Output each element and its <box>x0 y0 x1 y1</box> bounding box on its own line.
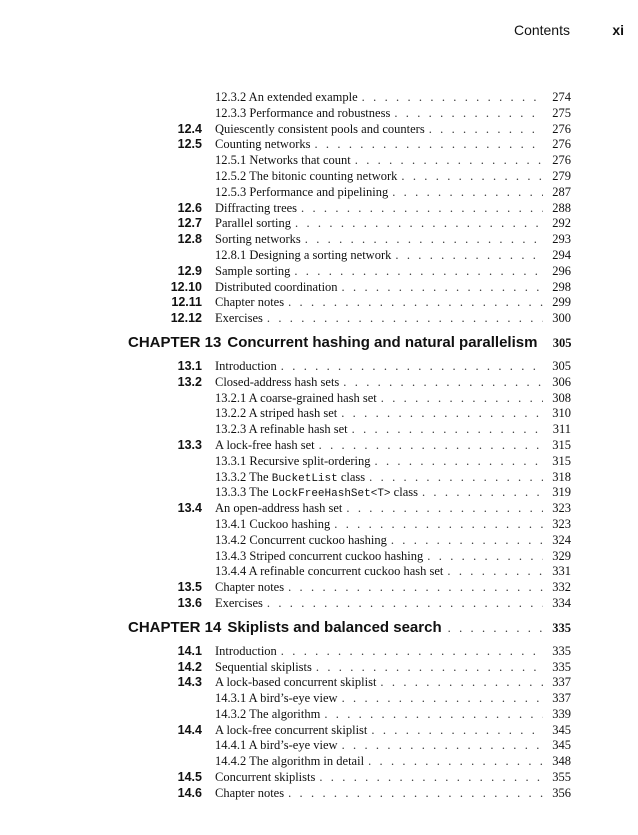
entry-title: Chapter notes <box>215 580 285 595</box>
toc-entry-line <box>215 659 571 675</box>
entry-page-number: 329 <box>552 548 571 563</box>
dot-leader <box>334 516 543 532</box>
section-number: 14.5 <box>177 770 202 785</box>
entry-title: 12.3.2 An extended example <box>215 90 358 104</box>
entry-page-number: 355 <box>552 770 571 785</box>
entry-page-number: 287 <box>552 184 571 199</box>
running-head <box>0 22 638 42</box>
toc-entry-line <box>215 548 571 564</box>
entry-page-number: 339 <box>552 706 571 721</box>
dot-leader <box>305 231 543 247</box>
section-number: 12.6 <box>177 200 202 215</box>
section-number: 12.10 <box>170 279 202 294</box>
dot-leader <box>368 753 543 769</box>
entry-title: A lock-free hash set <box>215 437 315 452</box>
entry-title: 13.2.1 A coarse-grained hash set <box>215 390 377 405</box>
toc-entry-line <box>215 516 571 532</box>
entry-page-number: 276 <box>552 137 571 152</box>
entry-page-number: 335 <box>552 643 571 658</box>
dot-leader <box>314 136 543 152</box>
toc-entry-line <box>215 421 571 437</box>
chapter-heading-14[interactable] <box>0 619 638 641</box>
dot-leader <box>281 358 543 374</box>
running-head-title: Contents <box>513 22 570 38</box>
entry-page-number: 356 <box>552 785 571 800</box>
entry-page-number: 315 <box>552 437 571 452</box>
toc-entry-line <box>215 753 571 769</box>
entry-page-number: 315 <box>552 453 571 468</box>
toc-entry-line <box>215 579 571 595</box>
toc-section-entry[interactable] <box>0 121 638 137</box>
dot-leader <box>341 405 543 421</box>
entry-page-number: 323 <box>552 516 571 531</box>
entry-page-number: 308 <box>552 390 571 405</box>
entry-page-number: 298 <box>552 279 571 294</box>
entry-title: Chapter notes <box>215 295 285 310</box>
toc-entry-line <box>215 358 571 374</box>
toc-section-entry[interactable] <box>0 722 638 738</box>
toc-section-entry[interactable] <box>0 674 638 690</box>
entry-title: Chapter notes <box>215 785 285 800</box>
toc-section-entry[interactable] <box>0 310 638 326</box>
toc-entry-line <box>215 231 571 247</box>
entry-page-number: 294 <box>552 247 571 262</box>
entry-title: Counting networks <box>215 137 311 152</box>
section-number: 12.11 <box>171 295 202 310</box>
toc-subsection-entry[interactable] <box>0 548 638 564</box>
toc-entry-line <box>215 532 571 548</box>
dot-leader <box>342 690 543 706</box>
dot-leader <box>316 659 543 675</box>
entry-title: Sequential skiplists <box>215 659 312 674</box>
entry-title: 14.3.1 A bird’s-eye view <box>215 691 338 706</box>
entry-page-number: 324 <box>552 532 571 547</box>
toc-subsection-entry[interactable] <box>0 706 638 722</box>
dot-leader <box>362 89 543 105</box>
entry-title: A lock-free concurrent skiplist <box>215 722 368 737</box>
toc-section-entry[interactable] <box>0 358 638 374</box>
toc-entry-line <box>215 706 571 722</box>
dot-leader <box>295 215 543 231</box>
entry-title: Parallel sorting <box>215 216 292 231</box>
toc-entry-line <box>215 310 571 326</box>
toc-entry-line <box>215 89 571 105</box>
entry-page-number: 332 <box>552 580 571 595</box>
entry-title-prefix: 13.3.2 The <box>215 469 272 484</box>
entry-title: Quiescently consistent pools and counters <box>215 121 425 136</box>
dot-leader <box>394 105 543 121</box>
dot-leader <box>319 437 543 453</box>
toc-entry-line <box>215 168 571 184</box>
dot-leader <box>355 152 543 168</box>
toc-entry-line <box>215 769 571 785</box>
section-number: 12.9 <box>177 263 202 278</box>
toc-entry-line <box>215 643 571 659</box>
toc-section-entry[interactable] <box>0 215 638 231</box>
toc-entry-line <box>215 390 571 406</box>
dot-leader <box>369 469 543 485</box>
toc-section-entry[interactable] <box>0 659 638 675</box>
dot-leader <box>324 706 543 722</box>
entry-page-number: 311 <box>552 422 571 437</box>
entry-page-number: 300 <box>552 311 571 326</box>
toc-entry-line <box>215 595 571 611</box>
toc-entry-line <box>215 247 571 263</box>
entry-page-number: 318 <box>552 469 571 484</box>
toc-subsection-entry[interactable] <box>0 737 638 753</box>
entry-page-number: 279 <box>552 168 571 183</box>
entry-title: 13.2.2 A striped hash set <box>215 406 338 421</box>
dot-leader <box>380 674 543 690</box>
entry-title: 13.3.1 Recursive split-ordering <box>215 453 371 468</box>
entry-title: Exercises <box>215 311 263 326</box>
entry-title: Sorting networks <box>215 232 301 247</box>
toc-entry-line <box>215 279 571 295</box>
entry-title: An open-address hash set <box>215 501 343 516</box>
toc-entry-line <box>215 690 571 706</box>
dot-leader <box>429 121 543 137</box>
section-number: 13.1 <box>177 358 202 373</box>
section-number: 13.2 <box>177 374 202 389</box>
entry-page-number: 306 <box>552 374 571 389</box>
entry-page-number: 274 <box>552 90 571 104</box>
toc-subsection-entry[interactable] <box>0 405 638 421</box>
entry-page-number: 348 <box>552 754 571 769</box>
toc-subsection-entry[interactable] <box>0 484 638 500</box>
entry-title-code: BucketList <box>271 472 338 485</box>
dot-leader <box>352 421 543 437</box>
section-number: 13.3 <box>177 437 202 452</box>
dot-leader <box>343 374 543 390</box>
entry-title: 12.3.3 Performance and robustness <box>215 105 391 120</box>
entry-page-number: 337 <box>552 691 571 706</box>
toc-section-entry[interactable] <box>0 579 638 595</box>
toc-group-chapter-13 <box>0 358 638 611</box>
entry-page-number: 337 <box>552 675 571 690</box>
entry-page-number: 345 <box>552 722 571 737</box>
toc-subsection-entry[interactable] <box>0 168 638 184</box>
entry-title-suffix: class <box>390 485 418 500</box>
toc-entry-line <box>215 674 571 690</box>
running-head-page-number: xi <box>612 22 624 38</box>
toc-entry-line <box>215 121 571 137</box>
toc-section-entry[interactable] <box>0 263 638 279</box>
toc-section-entry[interactable] <box>0 595 638 611</box>
section-number: 14.3 <box>177 675 202 690</box>
dot-leader <box>391 532 543 548</box>
entry-page-number: 310 <box>552 406 571 421</box>
chapter-title: Skiplists and balanced search <box>227 618 442 636</box>
entry-title-code: LockFreeHashSet<T> <box>271 488 391 501</box>
toc-section-entry[interactable] <box>0 769 638 785</box>
toc-entry-line <box>215 184 571 200</box>
dot-leader <box>319 769 543 785</box>
entry-page-number: 334 <box>552 595 571 610</box>
entry-page-number: 319 <box>552 485 571 500</box>
entry-title: 14.3.2 The algorithm <box>215 706 321 721</box>
table-of-contents <box>0 89 638 801</box>
toc-section-entry[interactable] <box>0 294 638 310</box>
toc-section-entry[interactable] <box>0 374 638 390</box>
dot-leader <box>288 579 543 595</box>
entry-title: 14.4.2 The algorithm in detail <box>215 754 365 769</box>
section-number: 12.7 <box>177 216 202 231</box>
entry-title: Concurrent skiplists <box>215 770 316 785</box>
section-number: 12.5 <box>177 137 202 152</box>
toc-subsection-entry[interactable] <box>0 453 638 469</box>
toc-section-entry[interactable] <box>0 279 638 295</box>
toc-entry-line <box>215 136 571 152</box>
toc-subsection-entry[interactable] <box>0 105 638 121</box>
entry-title: Introduction <box>215 358 277 373</box>
section-number: 14.1 <box>177 643 202 658</box>
toc-group-chapter-14 <box>0 643 638 801</box>
toc-entry-line <box>215 374 571 390</box>
toc-section-entry[interactable] <box>0 200 638 216</box>
toc-entry-line <box>215 737 571 753</box>
chapter-title: Concurrent hashing and natural parallelism <box>227 333 538 351</box>
entry-title: Diffracting trees <box>215 200 298 215</box>
chapter-page-number: 335 <box>552 620 571 635</box>
chapter-heading-line <box>128 619 571 636</box>
entry-title: 12.5.1 Networks that count <box>215 153 351 168</box>
toc-section-entry[interactable] <box>0 437 638 453</box>
dot-leader <box>288 294 543 310</box>
toc-subsection-entry[interactable] <box>0 516 638 532</box>
chapter-label: CHAPTER 13 <box>128 333 222 351</box>
entry-title: A lock-based concurrent skiplist <box>215 675 377 690</box>
entry-title: Sample sorting <box>215 263 291 278</box>
entry-title: Exercises <box>215 595 263 610</box>
chapter-label: CHAPTER 14 <box>128 618 222 636</box>
entry-page-number: 288 <box>552 200 571 215</box>
dot-leader <box>422 484 543 500</box>
dot-leader <box>346 500 543 516</box>
toc-section-entry[interactable] <box>0 785 638 801</box>
dot-leader <box>427 548 543 564</box>
entry-page-number: 275 <box>552 105 571 120</box>
section-number: 12.12 <box>170 311 202 326</box>
toc-subsection-entry[interactable] <box>0 753 638 769</box>
section-number: 12.8 <box>177 232 202 247</box>
entry-title: 13.2.3 A refinable hash set <box>215 422 348 437</box>
dot-leader <box>301 200 543 216</box>
dot-leader <box>381 390 543 406</box>
dot-leader <box>294 263 543 279</box>
dot-leader <box>447 563 543 579</box>
toc-section-entry[interactable] <box>0 500 638 516</box>
toc-entry-line <box>215 405 571 421</box>
dot-leader <box>281 643 543 659</box>
toc-subsection-entry[interactable] <box>0 532 638 548</box>
chapter-page-number: 305 <box>552 335 572 350</box>
toc-entry-line <box>215 722 571 738</box>
dot-leader <box>288 785 543 801</box>
toc-entry-line <box>215 215 571 231</box>
toc-section-entry[interactable] <box>0 643 638 659</box>
entry-title: Closed-address hash sets <box>215 374 340 389</box>
toc-entry-line <box>215 105 571 121</box>
toc-entry-line <box>215 563 571 579</box>
entry-page-number: 299 <box>552 295 571 310</box>
toc-subsection-entry[interactable] <box>0 89 638 105</box>
entry-page-number: 345 <box>552 738 571 753</box>
dot-leader <box>267 310 543 326</box>
toc-entry-line <box>215 437 571 453</box>
entry-title: 13.4.3 Striped concurrent cuckoo hashing <box>215 548 424 563</box>
section-number: 14.4 <box>177 722 202 737</box>
section-number: 13.4 <box>177 501 202 516</box>
entry-title: 14.4.1 A bird’s-eye view <box>215 738 338 753</box>
toc-subsection-entry[interactable] <box>0 563 638 579</box>
entry-page-number: 276 <box>552 121 571 136</box>
entry-title: 12.5.2 The bitonic counting network <box>215 168 398 183</box>
dot-leader <box>448 621 543 636</box>
entry-page-number: 305 <box>552 358 571 373</box>
toc-subsection-entry[interactable] <box>0 421 638 437</box>
entry-page-number: 323 <box>552 501 571 516</box>
toc-entry-line <box>215 294 571 310</box>
entry-page-number: 276 <box>552 153 571 168</box>
entry-title: Distributed coordination <box>215 279 338 294</box>
toc-group-chapter-12 <box>0 89 638 326</box>
toc-entry-line <box>215 453 571 469</box>
dot-leader <box>342 737 543 753</box>
section-number: 13.6 <box>177 595 202 610</box>
section-number: 14.6 <box>177 785 202 800</box>
toc-subsection-entry[interactable] <box>0 390 638 406</box>
entry-title: Introduction <box>215 643 277 658</box>
entry-title-suffix: class <box>337 469 366 484</box>
section-number: 14.2 <box>177 659 202 674</box>
toc-section-entry[interactable] <box>0 136 638 152</box>
section-number: 12.4 <box>177 121 202 136</box>
chapter-heading-line <box>128 334 571 351</box>
entry-page-number: 335 <box>552 659 571 674</box>
entry-title: 13.4.2 Concurrent cuckoo hashing <box>215 532 387 547</box>
toc-subsection-entry[interactable] <box>0 184 638 200</box>
toc-entry-line <box>215 152 571 168</box>
entry-title: 12.8.1 Designing a sorting network <box>215 247 392 262</box>
entry-page-number: 292 <box>552 216 571 231</box>
entry-page-number: 296 <box>552 263 571 278</box>
entry-title: 12.5.3 Performance and pipelining <box>215 184 389 199</box>
toc-entry-line <box>215 785 571 801</box>
toc-subsection-entry[interactable] <box>0 152 638 168</box>
toc-entry-line <box>215 200 571 216</box>
entry-page-number: 331 <box>552 564 571 579</box>
toc-subsection-entry[interactable] <box>0 690 638 706</box>
entry-title-prefix: 13.3.3 The <box>215 485 272 500</box>
toc-section-entry[interactable] <box>0 231 638 247</box>
toc-entry-line <box>215 263 571 279</box>
dot-leader <box>371 722 543 738</box>
dot-leader <box>401 168 543 184</box>
dot-leader <box>267 595 543 611</box>
dot-leader <box>395 247 543 263</box>
entry-page-number: 293 <box>552 232 571 247</box>
toc-subsection-entry[interactable] <box>0 247 638 263</box>
section-number: 13.5 <box>177 580 202 595</box>
dot-leader <box>392 184 543 200</box>
toc-entry-line <box>215 500 571 516</box>
dot-leader <box>342 279 543 295</box>
entry-title: 13.4.1 Cuckoo hashing <box>215 516 331 531</box>
dot-leader <box>375 453 543 469</box>
chapter-heading-13[interactable] <box>0 334 638 356</box>
toc-subsection-entry[interactable] <box>0 469 638 485</box>
entry-title: 13.4.4 A refinable concurrent cuckoo hash set <box>215 564 444 579</box>
